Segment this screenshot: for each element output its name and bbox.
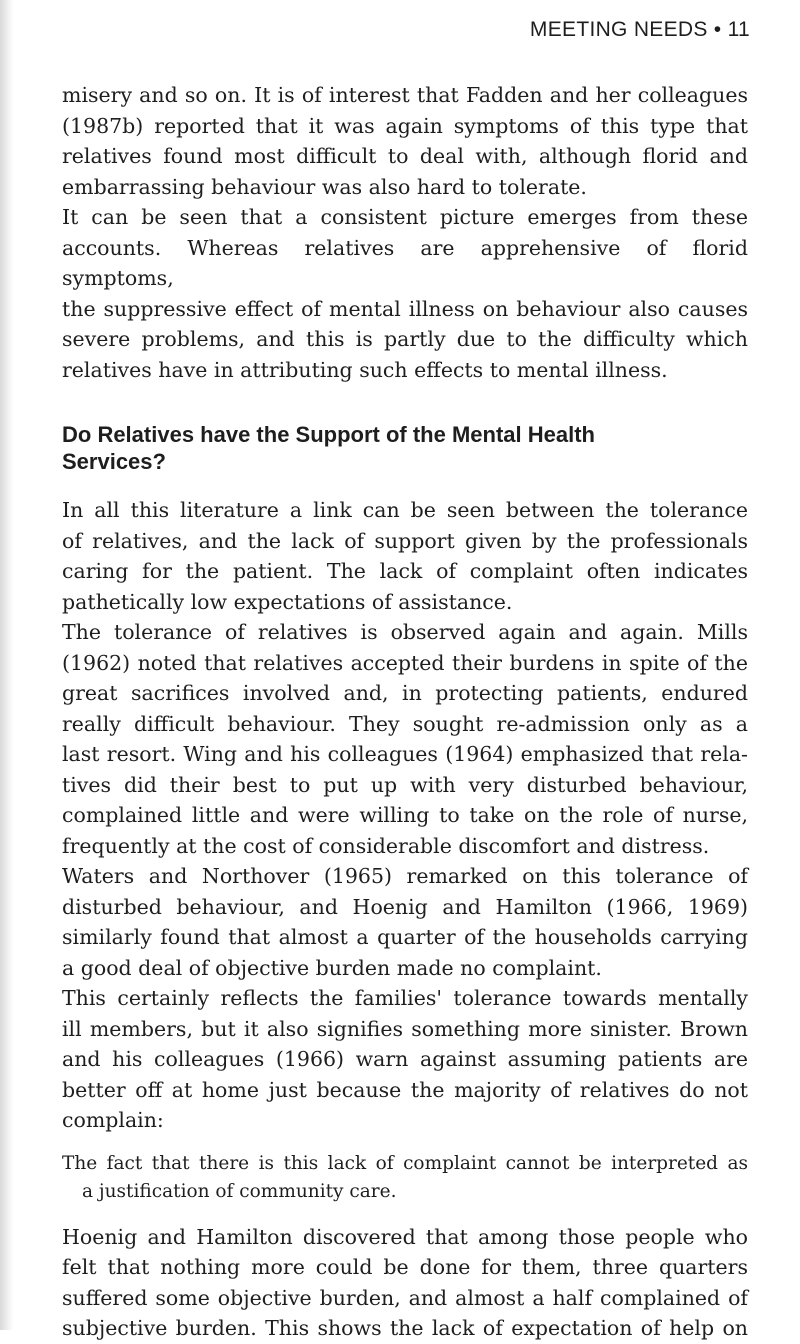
text-line: the suppressive effect of mental illness on behaviour also causes: [62, 296, 748, 321]
paragraph: [62, 617, 748, 861]
text-line: In all this literature a link can be seen between the tolerance: [62, 498, 748, 522]
paragraph: [62, 495, 748, 617]
text-line: really difficult behaviour. They sought re-admission only as a: [62, 711, 748, 736]
text-line: frequently at the cost of considerable discomfort and distress.: [62, 833, 710, 858]
running-head: MEETING NEEDS • 11: [529, 18, 750, 41]
text-line: tives did their best to put up with very disturbed behaviour,: [62, 772, 748, 797]
page-body: [62, 80, 748, 1344]
paragraph: [62, 983, 748, 1136]
text-line: pathetically low expectations of assistance.: [62, 589, 513, 614]
paragraph: [62, 202, 748, 385]
block-quote: [62, 1150, 748, 1206]
text-line: complained little and were willing to take on the role of nurse,: [62, 803, 748, 827]
section-heading: [62, 421, 748, 475]
text-line: of relatives, and the lack of support given by the professionals: [62, 528, 748, 553]
text-line: It can be seen that a consistent picture emerges from these: [62, 205, 748, 229]
text-line: felt that nothing more could be done for them, three quarters: [62, 1255, 748, 1279]
text-line: severe problems, and this is partly due to the difficulty which: [62, 327, 748, 351]
text-line: embarrassing behaviour was also hard to tolerate.: [62, 174, 587, 199]
text-line: similarly found that almost a quarter of the households carrying: [62, 925, 748, 949]
text-line: (1987b) reported that it was again symptoms of this type that: [62, 113, 748, 138]
text-line: complain:: [62, 1108, 164, 1132]
paragraph: [62, 80, 748, 202]
text-line: misery and so on. It is of interest that Fadden and her colleagues: [62, 83, 748, 107]
text-line: ill members, but it also signifies something more sinister. Brown: [62, 1016, 748, 1041]
text-line: better off at home just because the majority of relatives do not: [62, 1077, 748, 1102]
text-line: and his colleagues (1966) warn against assuming patients are: [62, 1047, 748, 1071]
text-line: This certainly reflects the families' tolerance towards mentally: [62, 986, 748, 1010]
text-line: a good deal of objective burden made no complaint.: [62, 955, 602, 980]
text-line: Hoenig and Hamilton discovered that among those people who: [62, 1224, 748, 1249]
quote-line: The fact that there is this lack of complaint cannot be interpreted as: [62, 1152, 748, 1174]
text-line: caring for the patient. The lack of complaint often indicates: [62, 559, 748, 583]
text-line: The tolerance of relatives is observed again and again. Mills: [62, 620, 748, 644]
text-line: accounts. Whereas relatives are apprehensive of florid symptoms,: [62, 235, 748, 290]
text-line: (1962) noted that relatives accepted their burdens in spite of the: [62, 650, 748, 675]
text-line: last resort. Wing and his colleagues (1964) emphasized that rela-: [62, 742, 748, 766]
paragraph: [62, 861, 748, 983]
page-gutter-shadow: [0, 0, 14, 1330]
section-heading-line: Services?: [62, 449, 166, 474]
text-line: relatives found most difficult to deal with, although florid and: [62, 144, 748, 168]
section-heading-line: Do Relatives have the Support of the Mental Health: [62, 422, 595, 447]
text-line: relatives have in attributing such effects to mental illness.: [62, 357, 668, 382]
quote-line: a justification of community care.: [82, 1180, 397, 1202]
text-line: disturbed behaviour, and Hoenig and Hamilton (1966, 1969): [62, 894, 748, 919]
paragraph: [62, 1222, 748, 1344]
text-line: subjective burden. This shows the lack of expectation of help on: [62, 1316, 748, 1340]
text-line: suffered some objective burden, and almost a half complained of: [62, 1285, 748, 1310]
text-line: great sacrifices involved and, in protecting patients, endured: [62, 681, 748, 705]
text-line: Waters and Northover (1965) remarked on this tolerance of: [62, 864, 748, 888]
